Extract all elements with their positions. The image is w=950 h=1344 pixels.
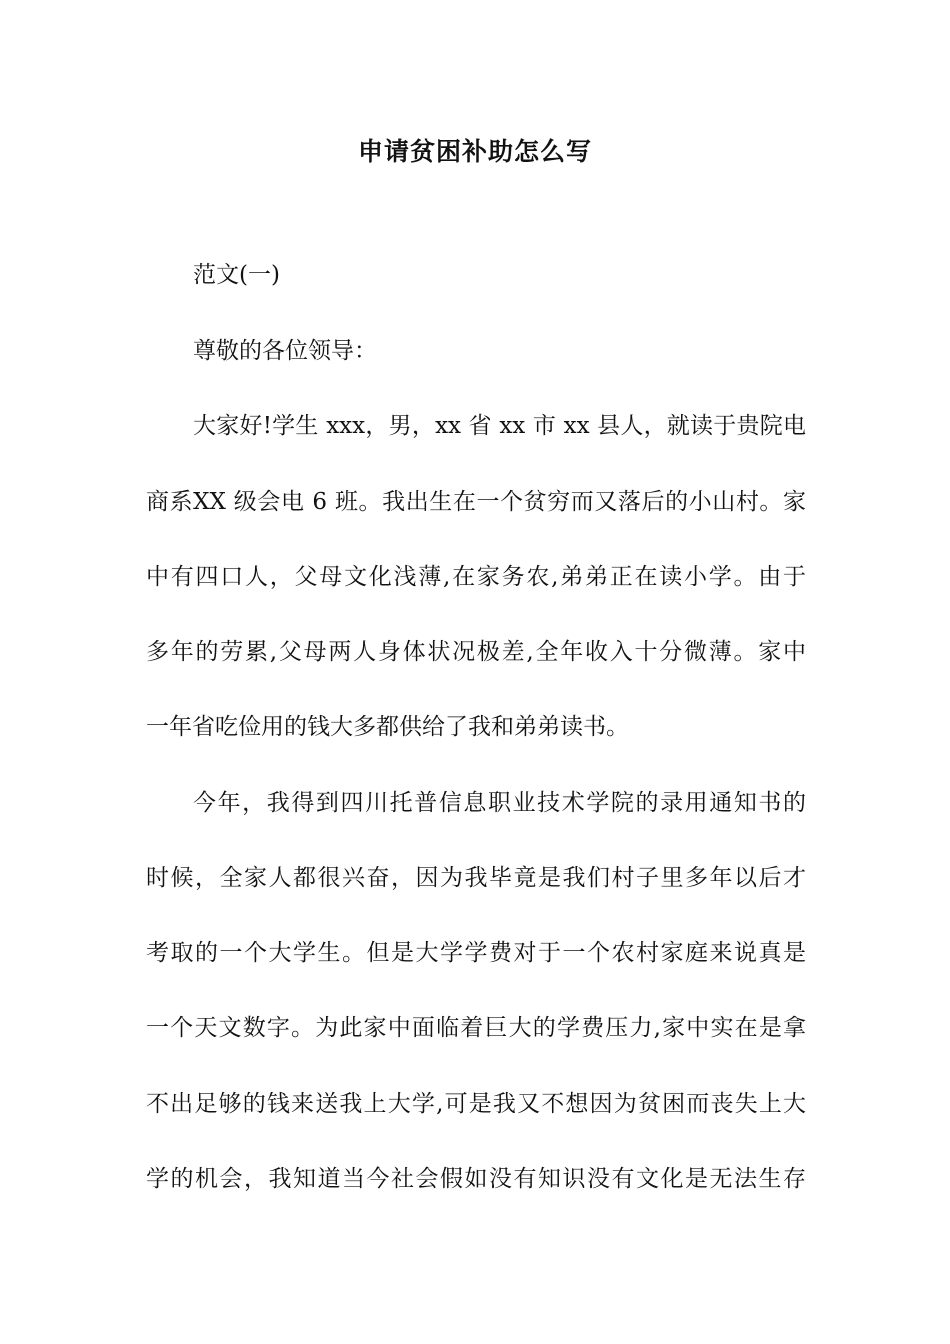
section-heading: 范文(一) — [193, 262, 280, 288]
body-line: 一个天文数字。为此家中面临着巨大的学费压力,家中实在是拿 — [146, 1015, 806, 1041]
body-line: 多年的劳累,父母两人身体状况极差,全年收入十分微薄。家中 — [146, 639, 806, 665]
body-line: 时候，全家人都很兴奋，因为我毕竟是我们村子里多年以后才 — [146, 865, 806, 891]
body-line: 考取的一个大学生。但是大学学费对于一个农村家庭来说真是 — [146, 940, 806, 966]
document-title: 申请贫困补助怎么写 — [357, 137, 592, 166]
body-line: 大家好!学生 xxx，男，xx 省 xx 市 xx 县人，就读于贵院电 — [193, 413, 806, 439]
body-line: 学的机会，我知道当今社会假如没有知识没有文化是无法生存 — [146, 1166, 806, 1192]
body-line: 一年省吃俭用的钱大多都供给了我和弟弟读书。 — [146, 714, 629, 740]
body-line: 不出足够的钱来送我上大学,可是我又不想因为贫困而丧失上大 — [146, 1091, 806, 1117]
body-line: 中有四口人，父母文化浅薄,在家务农,弟弟正在读小学。由于 — [146, 564, 806, 590]
body-line: 商系XX 级会电 6 班。我出生在一个贫穷而又落后的小山村。家 — [146, 489, 806, 515]
salutation: 尊敬的各位领导： — [193, 338, 377, 364]
body-line: 今年，我得到四川托普信息职业技术学院的录用通知书的 — [193, 790, 806, 816]
